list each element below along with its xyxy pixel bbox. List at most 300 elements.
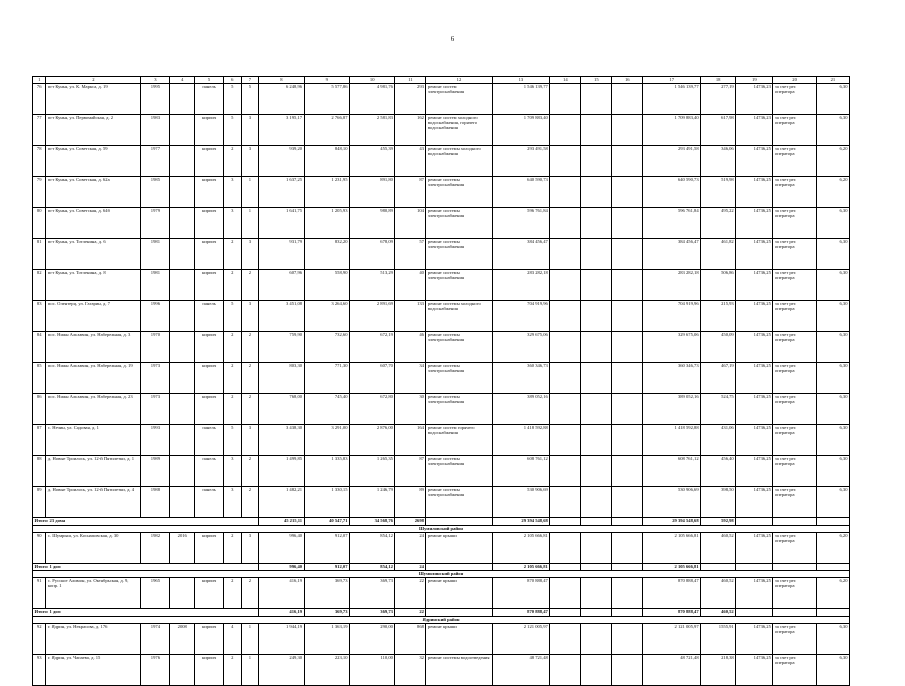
table-cell: 110,00: [350, 654, 395, 685]
table-cell: 293: [395, 84, 426, 115]
table-cell: [581, 487, 612, 518]
column-number-cell: 9: [304, 77, 349, 84]
table-cell: [581, 208, 612, 239]
table-cell: 389 052,16: [643, 394, 701, 425]
table-cell: 530 906,69: [492, 487, 550, 518]
table-cell: ремонт систем электроснабжения: [426, 84, 492, 115]
empty-cell: [550, 518, 581, 526]
table-cell: 768,00: [259, 394, 304, 425]
table-cell: 759,90: [259, 332, 304, 363]
table-cell: 2 581,83: [350, 115, 395, 146]
table-cell: 1995: [141, 84, 170, 115]
table-cell: 519,98: [701, 177, 736, 208]
empty-cell: [773, 518, 816, 526]
table-cell: 2: [224, 270, 242, 301]
table-cell: [550, 425, 581, 456]
table-cell: 2 766,87: [304, 115, 349, 146]
total-area3: 854,12: [350, 563, 395, 571]
table-cell: 1 418 592,88: [492, 425, 550, 456]
empty-cell: [612, 518, 643, 526]
total-row: [33, 609, 850, 617]
table-cell: 87: [395, 177, 426, 208]
empty-cell: [736, 609, 773, 617]
table-cell: 360 346,73: [492, 363, 550, 394]
table-cell: 162: [395, 115, 426, 146]
table-cell: 1 709 883,40: [643, 115, 701, 146]
table-cell: 6,20: [816, 532, 849, 563]
empty-cell: [426, 609, 492, 617]
table-row: [33, 270, 850, 301]
empty-cell: [581, 518, 612, 526]
table-cell: [612, 578, 643, 609]
total-cost: 29 394 548,68: [492, 518, 550, 526]
table-cell: за счет рег. оператора: [773, 84, 816, 115]
table-cell: [170, 146, 195, 177]
table-row: [33, 623, 850, 654]
table-cell: 85: [33, 363, 46, 394]
table-cell: [612, 654, 643, 685]
table-cell: за счет рег. оператора: [773, 425, 816, 456]
table-cell: 6,30: [816, 394, 849, 425]
table-cell: 912,07: [304, 532, 349, 563]
table-cell: пгт Кунья, ул. Тотленина, д. 6: [46, 239, 141, 270]
table-cell: [550, 623, 581, 654]
table-cell: 34: [395, 363, 426, 394]
table-cell: 848,10: [304, 146, 349, 177]
table-cell: [550, 146, 581, 177]
column-number-cell: 5: [195, 77, 224, 84]
table-cell: 283 282,18: [492, 270, 550, 301]
table-cell: 83: [33, 301, 46, 332]
table-cell: 4: [224, 623, 242, 654]
total-people: 22: [395, 609, 426, 617]
column-number-cell: 16: [612, 77, 643, 84]
table-cell: 461,82: [701, 239, 736, 270]
table-cell: панель: [195, 301, 224, 332]
empty-cell: [426, 518, 492, 526]
table-cell: [581, 578, 612, 609]
table-cell: с. Шумрыш, ул. Коснаповская, д. 30: [46, 532, 141, 563]
table-cell: пос. Нижн Альзавин, ул. Набережная, д. 3: [46, 332, 141, 363]
table-cell: 14736,25: [736, 270, 773, 301]
column-number-cell: 11: [395, 77, 426, 84]
table-cell: 14736,25: [736, 177, 773, 208]
table-cell: 1 231,95: [304, 177, 349, 208]
table-row: [33, 363, 850, 394]
column-number-cell: 2: [46, 77, 141, 84]
table-cell: [550, 115, 581, 146]
column-number-cell: 12: [426, 77, 492, 84]
table-cell: д. Новые Троилось, ул. 12-й Пятилетки, д. 1: [46, 456, 141, 487]
table-cell: 48 721,48: [492, 654, 550, 685]
table-cell: 1985: [141, 177, 170, 208]
table-cell: панель: [195, 84, 224, 115]
table-cell: 6 248,96: [259, 84, 304, 115]
column-number-row: [33, 77, 850, 84]
table-cell: [550, 394, 581, 425]
table-cell: 6,30: [816, 239, 849, 270]
table-cell: ремонт системы электроснабжения: [426, 363, 492, 394]
table-cell: за счет рег. оператора: [773, 270, 816, 301]
table-cell: 607,96: [259, 270, 304, 301]
table-cell: 1982: [141, 532, 170, 563]
table-cell: 6,30: [816, 456, 849, 487]
table-row: [33, 487, 850, 518]
table-cell: 2: [241, 270, 259, 301]
table-cell: [170, 578, 195, 609]
table-cell: [170, 177, 195, 208]
table-row: [33, 654, 850, 685]
table-cell: 14736,25: [736, 578, 773, 609]
table-cell: 6,30: [816, 270, 849, 301]
capital-repair-table: [32, 76, 850, 686]
table-cell: 133: [395, 301, 426, 332]
table-cell: 513,29: [350, 270, 395, 301]
table-cell: 1973: [141, 394, 170, 425]
table-cell: кирпич: [195, 623, 224, 654]
table-cell: с. Русское Алимон, ул. Октябрьская, д. 9, копр. 1: [46, 578, 141, 609]
table-cell: 249,30: [259, 654, 304, 685]
table-cell: кирпич: [195, 270, 224, 301]
table-cell: 456,40: [701, 456, 736, 487]
table-cell: [612, 146, 643, 177]
table-cell: 6,20: [816, 578, 849, 609]
page-number: 6: [450, 35, 455, 43]
table-cell: 3: [241, 301, 259, 332]
total-area2: 912,07: [304, 563, 349, 571]
table-cell: [581, 456, 612, 487]
table-cell: 4 981,76: [350, 84, 395, 115]
table-cell: 431,06: [701, 425, 736, 456]
table-cell: за счет рег. оператора: [773, 394, 816, 425]
table-row: [33, 301, 850, 332]
table-cell: 3: [224, 487, 242, 518]
table-cell: 384 456,47: [643, 239, 701, 270]
table-cell: 329 675,06: [643, 332, 701, 363]
table-cell: 416,19: [259, 578, 304, 609]
table-cell: [550, 532, 581, 563]
table-cell: 1 546 139,77: [492, 84, 550, 115]
table-cell: 460,52: [701, 532, 736, 563]
table-cell: 1981: [141, 270, 170, 301]
table-cell: [550, 270, 581, 301]
total-area3: 34 568,76: [350, 518, 395, 526]
table-cell: 1976: [141, 654, 170, 685]
table-cell: 1 205,93: [304, 208, 349, 239]
table-cell: [581, 363, 612, 394]
table-cell: 3 195,17: [259, 115, 304, 146]
table-cell: 2 891,69: [350, 301, 395, 332]
table-cell: ремонт системы электроснабжения: [426, 270, 492, 301]
table-cell: 6,30: [816, 84, 849, 115]
table-cell: ремонт системы водоотведения: [426, 654, 492, 685]
table-row: [33, 177, 850, 208]
table-cell: ремонт системы электроснабжения: [426, 177, 492, 208]
empty-cell: [816, 518, 849, 526]
table-cell: 1555,91: [701, 623, 736, 654]
table-cell: [612, 456, 643, 487]
table-cell: 524,75: [701, 394, 736, 425]
empty-cell: [736, 563, 773, 571]
table-cell: 57: [395, 239, 426, 270]
table-cell: [581, 239, 612, 270]
table-cell: 223,10: [304, 654, 349, 685]
table-cell: [612, 208, 643, 239]
table-cell: [170, 84, 195, 115]
table-cell: 2 121 005,97: [643, 623, 701, 654]
table-cell: 1996: [141, 301, 170, 332]
table-cell: 745,40: [304, 394, 349, 425]
table-cell: ремонт системы холодного водоснабжения: [426, 301, 492, 332]
table-cell: [612, 363, 643, 394]
table-cell: 704 919,96: [492, 301, 550, 332]
table-cell: 495,22: [701, 208, 736, 239]
table-cell: 640 590,73: [492, 177, 550, 208]
table-cell: 3 264,60: [304, 301, 349, 332]
table-cell: 996,40: [259, 532, 304, 563]
table-cell: [581, 84, 612, 115]
table-cell: кирпич: [195, 532, 224, 563]
table-cell: 607,70: [350, 363, 395, 394]
table-cell: 43: [395, 146, 426, 177]
table-cell: 2 105 666,81: [492, 532, 550, 563]
table-cell: [612, 394, 643, 425]
table-cell: 704 919,96: [643, 301, 701, 332]
table-cell: 32: [395, 654, 426, 685]
table-cell: 14736,25: [736, 146, 773, 177]
table-cell: 1974: [141, 623, 170, 654]
table-cell: 931,79: [259, 239, 304, 270]
column-number-cell: 13: [492, 77, 550, 84]
table-cell: 1 499,85: [259, 456, 304, 487]
empty-cell: [581, 563, 612, 571]
table-cell: [170, 363, 195, 394]
table-cell: 460,52: [701, 578, 736, 609]
table-cell: ремонт крыши: [426, 532, 492, 563]
table-cell: 939,20: [259, 146, 304, 177]
table-cell: 104: [395, 208, 426, 239]
table-cell: 215,93: [701, 301, 736, 332]
table-cell: 2 121 005,97: [492, 623, 550, 654]
table-cell: за счет рег. оператора: [773, 487, 816, 518]
table-cell: [550, 456, 581, 487]
table-cell: 93: [33, 654, 46, 685]
total-avg: [701, 563, 736, 571]
table-cell: 2: [241, 363, 259, 394]
table-cell: [581, 394, 612, 425]
table-cell: 5: [224, 115, 242, 146]
column-number-cell: 17: [643, 77, 701, 84]
table-cell: 1 335,83: [304, 456, 349, 487]
column-number-cell: 19: [736, 77, 773, 84]
table-cell: за счет рег. оператора: [773, 363, 816, 394]
table-cell: 369,73: [304, 578, 349, 609]
table-cell: 40: [395, 270, 426, 301]
table-cell: 6,30: [816, 208, 849, 239]
table-cell: панель: [195, 487, 224, 518]
total-cost-2: 870 888,47: [643, 609, 701, 617]
table-cell: ремонт системы электроснабжения: [426, 208, 492, 239]
table-cell: 870 888,47: [643, 578, 701, 609]
table-cell: ремонт системы электроснабжения: [426, 394, 492, 425]
table-cell: пгт Кунья, ул. Тотленина, д. 8: [46, 270, 141, 301]
empty-cell: [550, 563, 581, 571]
table-cell: 14736,25: [736, 623, 773, 654]
table-cell: 14736,25: [736, 654, 773, 685]
table-cell: ремонт системы электроснабжения: [426, 487, 492, 518]
total-area3: 369,73: [350, 609, 395, 617]
table-cell: за счет рег. оператора: [773, 177, 816, 208]
table-cell: 608 761,12: [643, 456, 701, 487]
empty-cell: [816, 563, 849, 571]
total-people: 24: [395, 563, 426, 571]
table-cell: 2: [224, 239, 242, 270]
table-cell: [550, 177, 581, 208]
column-number-cell: 1: [33, 77, 46, 84]
table-cell: 450,09: [701, 332, 736, 363]
column-number-cell: 18: [701, 77, 736, 84]
table-cell: 3: [241, 239, 259, 270]
table-cell: панель: [195, 456, 224, 487]
empty-cell: [581, 609, 612, 617]
total-label: Итого: 1 дом: [33, 563, 259, 571]
table-cell: [550, 208, 581, 239]
table-cell: [612, 332, 643, 363]
table-cell: 771,30: [304, 363, 349, 394]
table-cell: кирпич: [195, 363, 224, 394]
table-cell: д. Новые Троилось, ул. 12-й Пятилетки, д. 4: [46, 487, 141, 518]
empty-cell: [550, 609, 581, 617]
table-cell: 2: [224, 532, 242, 563]
table-cell: 1: [241, 623, 259, 654]
table-cell: 6,30: [816, 425, 849, 456]
table-cell: кирпич: [195, 394, 224, 425]
table-cell: 6,20: [816, 177, 849, 208]
total-area2: 40 547,71: [304, 518, 349, 526]
total-label: Итого: 23 дома: [33, 518, 259, 526]
table-cell: 2 876,00: [350, 425, 395, 456]
table-row: [33, 146, 850, 177]
total-area2: 369,73: [304, 609, 349, 617]
table-cell: [550, 578, 581, 609]
table-row: [33, 332, 850, 363]
table-cell: 14736,25: [736, 332, 773, 363]
table-cell: [550, 301, 581, 332]
table-cell: 678,09: [350, 239, 395, 270]
table-cell: 672,80: [350, 394, 395, 425]
total-row: [33, 518, 850, 526]
table-cell: 14736,25: [736, 425, 773, 456]
table-cell: пос. Нижн Альзавин, ул. Набережная, д. 23: [46, 394, 141, 425]
table-cell: 30: [395, 394, 426, 425]
table-cell: г. Ядрин, ул. Чапаева, д. 15: [46, 654, 141, 685]
table-cell: 530 906,69: [643, 487, 701, 518]
table-cell: [170, 487, 195, 518]
table-cell: ремонт системы электроснабжения: [426, 332, 492, 363]
table-cell: кирпич: [195, 332, 224, 363]
table-cell: 2016: [170, 532, 195, 563]
table-cell: за счет рег. оператора: [773, 456, 816, 487]
table-cell: 3: [224, 456, 242, 487]
table-cell: 6,30: [816, 332, 849, 363]
table-cell: 1 637,25: [259, 177, 304, 208]
table-cell: [612, 301, 643, 332]
table-cell: 48 721,48: [643, 654, 701, 685]
table-cell: 854,12: [350, 532, 395, 563]
region-row: [33, 525, 850, 532]
column-number-cell: 6: [224, 77, 242, 84]
table-cell: 346,06: [701, 146, 736, 177]
table-cell: ремонт систем холодного водоснабжения, горячего водоснабжения: [426, 115, 492, 146]
table-cell: за счет рег. оператора: [773, 623, 816, 654]
table-cell: [170, 208, 195, 239]
table-cell: [612, 177, 643, 208]
table-cell: ремонт крыши: [426, 578, 492, 609]
table-row: [33, 578, 850, 609]
total-row: [33, 563, 850, 571]
table-cell: за счет рег. оператора: [773, 115, 816, 146]
table-cell: 467,19: [701, 363, 736, 394]
table-cell: 732,60: [304, 332, 349, 363]
table-cell: 2: [224, 146, 242, 177]
table-cell: 5 577,86: [304, 84, 349, 115]
table-cell: 91: [33, 578, 46, 609]
table-cell: 803,30: [259, 363, 304, 394]
table-row: [33, 425, 850, 456]
table-cell: 1973: [141, 363, 170, 394]
table-cell: 2: [224, 394, 242, 425]
total-area1: 45 215,11: [259, 518, 304, 526]
table-row: [33, 84, 850, 115]
table-cell: 2: [224, 578, 242, 609]
table-cell: ремонт системы электроснабжения: [426, 239, 492, 270]
table-cell: [612, 425, 643, 456]
table-cell: [581, 332, 612, 363]
table-cell: [170, 456, 195, 487]
table-cell: 1 330,15: [304, 487, 349, 518]
table-cell: с. Нечин, ул. Садовая, д. 1: [46, 425, 141, 456]
table-cell: кирпич: [195, 146, 224, 177]
table-cell: 1 641,75: [259, 208, 304, 239]
table-cell: 14736,25: [736, 456, 773, 487]
column-number-cell: 8: [259, 77, 304, 84]
table-cell: [170, 239, 195, 270]
column-number-cell: 15: [581, 77, 612, 84]
table-cell: 6,30: [816, 115, 849, 146]
empty-cell: [736, 518, 773, 526]
table-cell: 218,38: [701, 654, 736, 685]
table-cell: за счет рег. оператора: [773, 332, 816, 363]
total-cost-2: 29 394 548,68: [643, 518, 701, 526]
table-cell: 293 491,58: [492, 146, 550, 177]
table-cell: 79: [33, 177, 46, 208]
table-cell: ремонт системы холодного водоснабжения: [426, 146, 492, 177]
table-cell: 360 346,73: [643, 363, 701, 394]
table-cell: 1 482,21: [259, 487, 304, 518]
table-cell: 1979: [141, 208, 170, 239]
table-cell: 14736,25: [736, 301, 773, 332]
column-number-cell: 7: [241, 77, 259, 84]
table-cell: 5: [224, 84, 242, 115]
table-cell: [550, 487, 581, 518]
table-cell: 5: [224, 425, 242, 456]
table-cell: 1 265,35: [350, 456, 395, 487]
table-cell: 1977: [141, 146, 170, 177]
table-cell: 1: [241, 177, 259, 208]
table-cell: 76: [33, 84, 46, 115]
table-cell: 2: [241, 394, 259, 425]
table-cell: 891,80: [350, 177, 395, 208]
